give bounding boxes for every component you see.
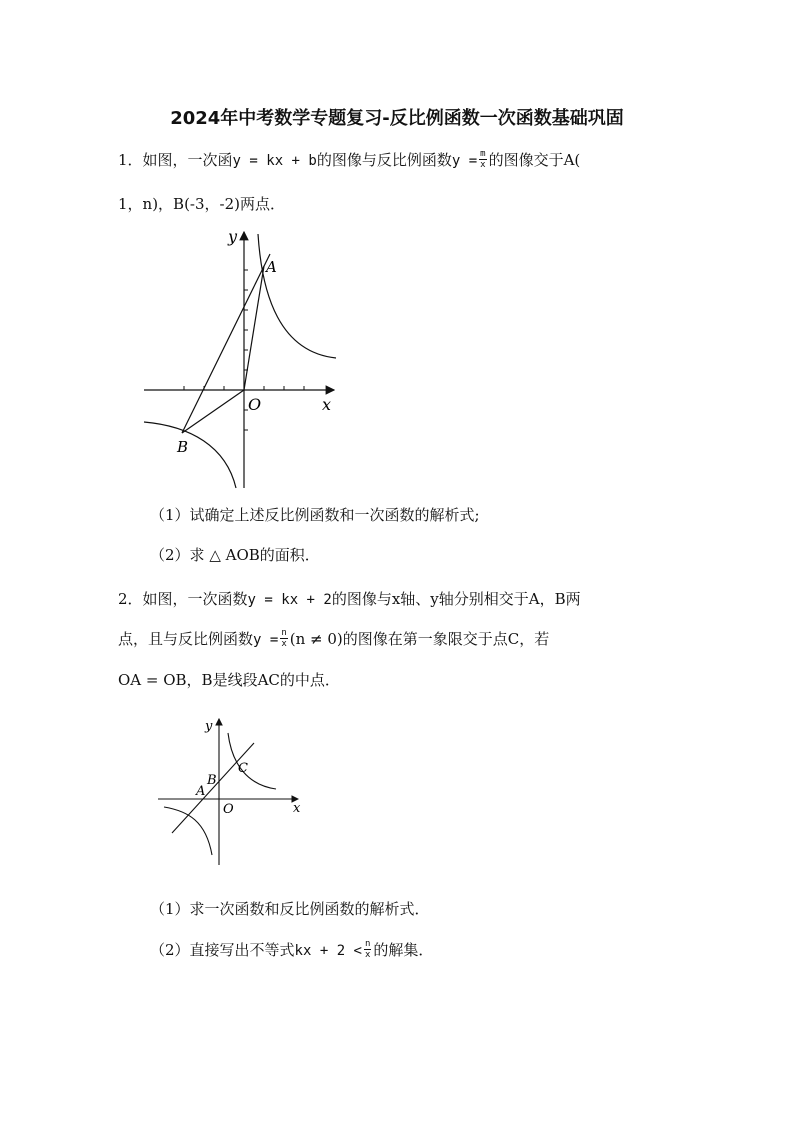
q2-inequality-fraction [364, 939, 371, 960]
q1-part-1: （1）试确定上述反比例函数和一次函数的解析式; [150, 506, 480, 524]
page-title: 2024年中考数学专题复习-反比例函数一次函数基础巩固 [170, 108, 624, 129]
q1-line-1 [118, 149, 580, 172]
q2-text-d: (n ≠ 0)的图像在第一象限交于点C，若 [289, 630, 550, 648]
q2-part-1: （1）求一次函数和反比例函数的解析式． [150, 900, 430, 918]
q2-x-label: x [293, 801, 301, 816]
q1-text-b: 的图像与反比例函数 [316, 151, 452, 169]
q2-hyperbola-lower-branch [164, 807, 212, 855]
q1-x-label: x [322, 395, 332, 414]
q1-segment-ob [182, 390, 244, 433]
q2-part-2 [150, 939, 433, 962]
q1-origin-label: O [248, 395, 262, 414]
q2-origin-label: O [223, 802, 234, 817]
q1-segment-oa [244, 266, 264, 390]
q1-figure [140, 226, 350, 491]
q1-point-b-label: B [177, 438, 189, 456]
q2-figure [152, 715, 312, 870]
q2-inequality-denominator: x [364, 949, 371, 960]
q1-hyperbola-lower-branch [144, 422, 236, 488]
q2-point-a-label: A [196, 784, 206, 799]
q1-text-a: 1．如图，一次函 [118, 151, 233, 169]
q2-linear-equation: y = kx + 2 [247, 592, 332, 608]
q1-hyperbola-upper-branch [258, 234, 336, 358]
q2-line-3: OA = OB，B是线段AC的中点． [118, 671, 340, 689]
q1-part-2 [150, 544, 320, 565]
q2-text-a: 2．如图，一次函数 [118, 590, 248, 608]
q2-point-b-label: B [207, 773, 217, 788]
q2-part-2-prefix: （2）直接写出不等式 [150, 941, 295, 959]
q2-point-c-label: C [238, 761, 248, 776]
q1-inverse-lhs: y = [451, 153, 478, 169]
q2-part-2-suffix: 的解集． [373, 941, 434, 959]
q2-inequality: kx + 2 < [294, 943, 362, 959]
q2-linear-line [172, 743, 254, 833]
q2-inverse-lhs: y = [253, 632, 279, 648]
q2-line-2 [118, 628, 549, 651]
q1-fraction [479, 149, 486, 170]
q2-fraction [280, 628, 287, 649]
q2-text-c: 点，且与反比例函数 [118, 630, 254, 648]
q2-fraction-numerator: n [281, 627, 287, 638]
q2-hyperbola-upper-branch [228, 733, 276, 789]
q1-text-c: 的图像交于A( [488, 151, 581, 169]
q2-y-label: y [205, 719, 213, 734]
q1-line-2: 1，n)，B(-3，-2)两点． [118, 195, 286, 213]
q1-part-2-body: △ AOB的面积． [209, 546, 320, 564]
q1-fraction-numerator: m [480, 148, 486, 159]
q1-fraction-denominator: x [480, 159, 486, 170]
q1-y-label: y [228, 227, 238, 246]
q1-point-a-label: A [266, 258, 277, 276]
q2-fraction-denominator: x [281, 638, 287, 649]
q1-part-2-prefix: （2）求 [150, 546, 205, 564]
q2-text-b: 的图像与x轴、y轴分别相交于A，B两 [331, 590, 581, 608]
q2-inequality-numerator: n [364, 938, 371, 949]
q2-line-1 [118, 588, 581, 609]
q1-linear-equation: y = kx + b [232, 153, 317, 169]
